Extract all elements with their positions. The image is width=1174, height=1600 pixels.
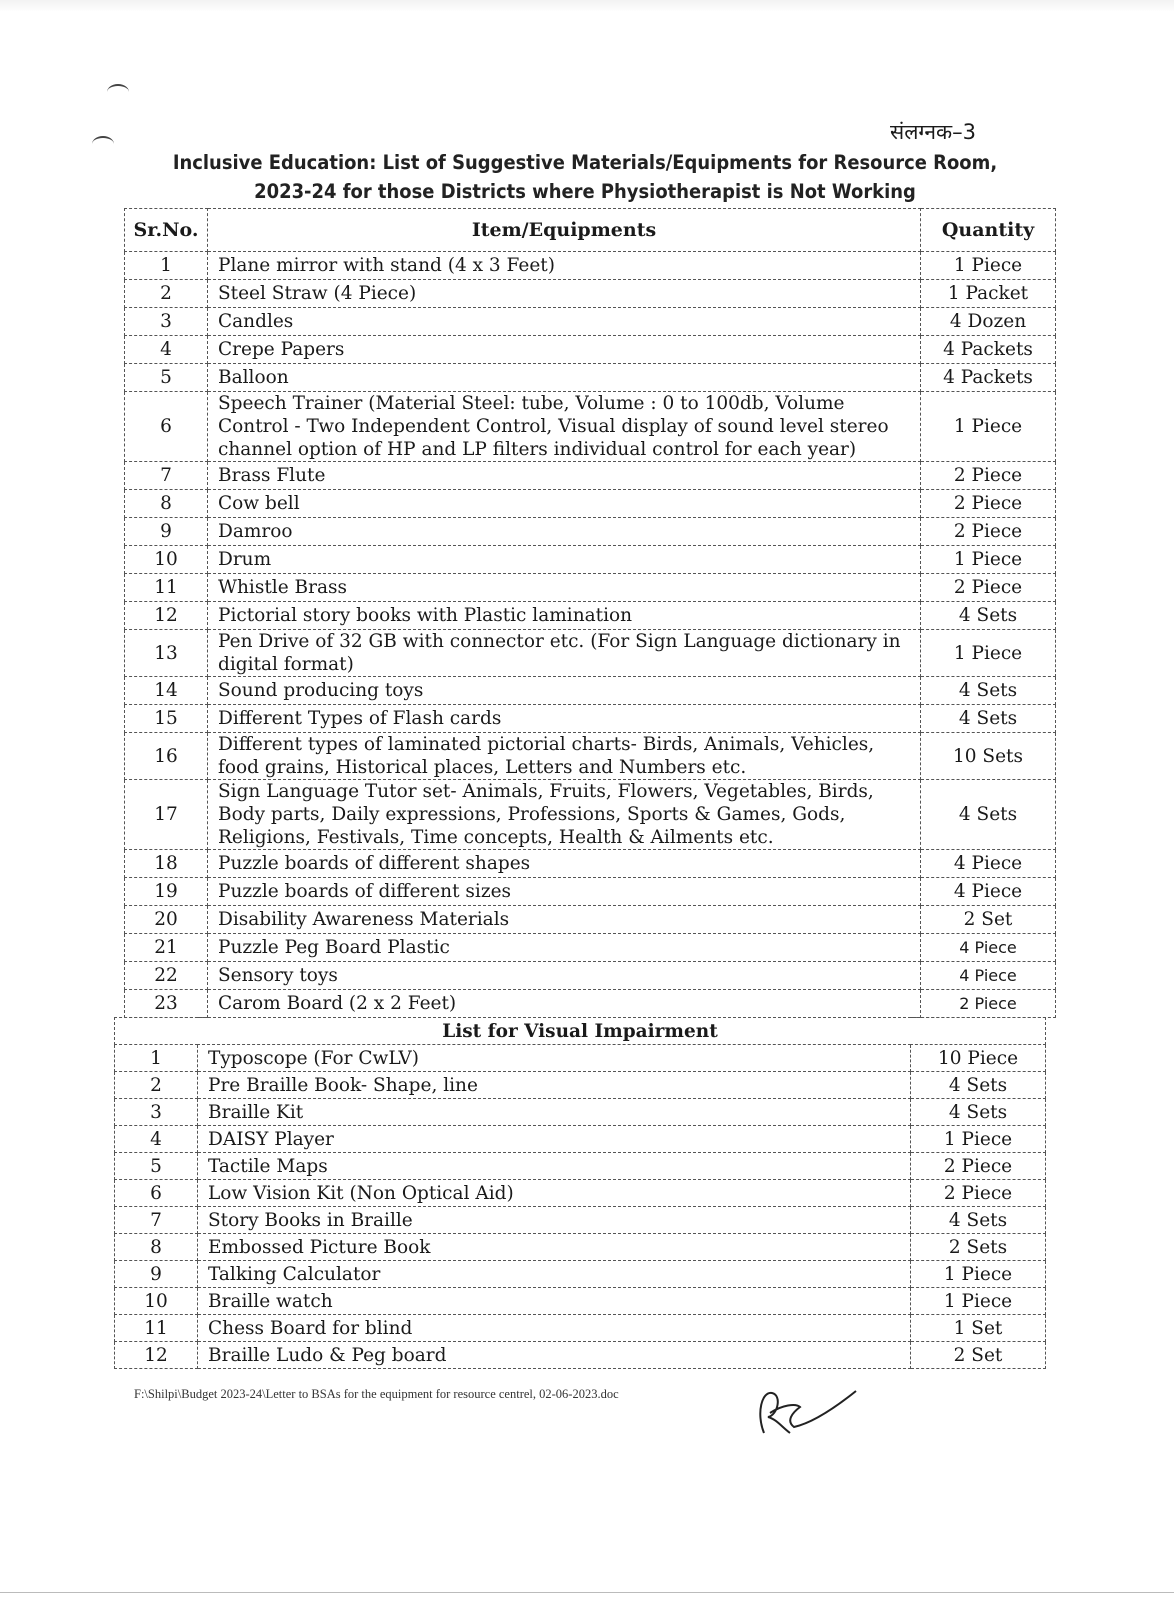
table-row (115, 1207, 1046, 1234)
row-sr-no: 14 (125, 677, 208, 705)
row-quantity: 2 Piece (911, 1180, 1046, 1207)
table-row (125, 462, 1056, 490)
table-row (115, 1099, 1046, 1126)
equipment-table (124, 208, 1056, 1018)
row-sr-no: 4 (115, 1126, 198, 1153)
row-item: Speech Trainer (Material Steel: tube, Volume : 0 to 100db, Volume Control - Two Independent Control, Visual display of sound level stereo channel option of HP and LP filters individual control for each year) (208, 392, 921, 462)
section-heading: List for Visual Impairment (115, 1018, 1046, 1045)
row-quantity: 1 Set (911, 1315, 1046, 1342)
row-sr-no: 6 (125, 392, 208, 462)
table-row (125, 280, 1056, 308)
table-row (115, 1261, 1046, 1288)
row-item: Brass Flute (208, 462, 921, 490)
visual-impairment-table-body (115, 1018, 1046, 1369)
row-sr-no: 19 (125, 878, 208, 906)
row-quantity: 1 Piece (911, 1261, 1046, 1288)
row-item: Puzzle Peg Board Plastic (208, 934, 921, 962)
row-item: Damroo (208, 518, 921, 546)
row-quantity: 4 Piece (921, 850, 1056, 878)
row-sr-no: 10 (115, 1288, 198, 1315)
table-row (125, 962, 1056, 990)
row-sr-no: 3 (115, 1099, 198, 1126)
row-item: Braille watch (198, 1288, 911, 1315)
table-row (125, 252, 1056, 280)
row-sr-no: 22 (125, 962, 208, 990)
row-quantity: 4 Dozen (921, 308, 1056, 336)
table-row (125, 364, 1056, 392)
row-sr-no: 9 (115, 1261, 198, 1288)
row-item: Balloon (208, 364, 921, 392)
scan-top-edge (0, 0, 1174, 12)
row-sr-no: 18 (125, 850, 208, 878)
row-sr-no: 5 (115, 1153, 198, 1180)
row-sr-no: 21 (125, 934, 208, 962)
row-item: Tactile Maps (198, 1153, 911, 1180)
row-item: Pre Braille Book- Shape, line (198, 1072, 911, 1099)
row-sr-no: 16 (125, 733, 208, 780)
equipment-table-body (125, 252, 1056, 1018)
row-item: Talking Calculator (198, 1261, 911, 1288)
scan-bottom-edge (0, 1592, 1174, 1593)
row-quantity: 4 Piece (921, 878, 1056, 906)
row-quantity: 4 Piece (921, 934, 1056, 962)
row-item: Typoscope (For CwLV) (198, 1045, 911, 1072)
row-item: Embossed Picture Book (198, 1234, 911, 1261)
row-quantity: 1 Piece (921, 546, 1056, 574)
row-item: Different Types of Flash cards (208, 705, 921, 733)
row-sr-no: 2 (115, 1072, 198, 1099)
row-sr-no: 9 (125, 518, 208, 546)
signature-icon (752, 1383, 862, 1443)
row-item: Different types of laminated pictorial charts- Birds, Animals, Vehicles, food grains, Historical places, Letters and Numbers etc. (208, 733, 921, 780)
row-item: Drum (208, 546, 921, 574)
row-item: Sound producing toys (208, 677, 921, 705)
title-line-2: 2023-24 for those Districts where Physiotherapist is Not Working (254, 180, 916, 203)
row-quantity: 10 Piece (911, 1045, 1046, 1072)
row-quantity: 2 Piece (921, 574, 1056, 602)
table-row (125, 705, 1056, 733)
row-item: Cow bell (208, 490, 921, 518)
header-quantity: Quantity (921, 209, 1056, 252)
row-sr-no: 1 (115, 1045, 198, 1072)
row-sr-no: 4 (125, 336, 208, 364)
table-row (125, 850, 1056, 878)
row-quantity: 4 Piece (921, 962, 1056, 990)
row-quantity: 4 Packets (921, 336, 1056, 364)
table-row (125, 878, 1056, 906)
row-sr-no: 11 (115, 1315, 198, 1342)
row-sr-no: 17 (125, 780, 208, 850)
row-quantity: 2 Sets (911, 1234, 1046, 1261)
row-sr-no: 23 (125, 990, 208, 1018)
table-row (125, 934, 1056, 962)
row-quantity: 1 Piece (921, 252, 1056, 280)
table-row (115, 1315, 1046, 1342)
row-sr-no: 2 (125, 280, 208, 308)
table-row (125, 677, 1056, 705)
row-sr-no: 12 (115, 1342, 198, 1369)
table-row (125, 733, 1056, 780)
table-row (115, 1045, 1046, 1072)
header-sr-no: Sr.No. (125, 209, 208, 252)
row-sr-no: 15 (125, 705, 208, 733)
footer-file-path: F:\Shilpi\Budget 2023-24\Letter to BSAs for the equipment for resource centrel, 02-06-2023.doc (134, 1387, 619, 1401)
visual-impairment-table (114, 1017, 1046, 1369)
row-sr-no: 8 (125, 490, 208, 518)
row-sr-no: 12 (125, 602, 208, 630)
row-item: Crepe Papers (208, 336, 921, 364)
header-item: Item/Equipments (208, 209, 921, 252)
row-sr-no: 11 (125, 574, 208, 602)
table-header-row (125, 209, 1056, 252)
row-quantity: 10 Sets (921, 733, 1056, 780)
row-quantity: 1 Packet (921, 280, 1056, 308)
row-quantity: 4 Sets (921, 705, 1056, 733)
row-item: Disability Awareness Materials (208, 906, 921, 934)
row-sr-no: 6 (115, 1180, 198, 1207)
punch-hole-mark (107, 84, 129, 100)
row-quantity: 2 Piece (921, 518, 1056, 546)
row-item: DAISY Player (198, 1126, 911, 1153)
row-item: Puzzle boards of different shapes (208, 850, 921, 878)
table-row (115, 1234, 1046, 1261)
row-item: Braille Kit (198, 1099, 911, 1126)
table-row (115, 1180, 1046, 1207)
row-sr-no: 13 (125, 630, 208, 677)
table-row (125, 630, 1056, 677)
table-row (125, 990, 1056, 1018)
row-quantity: 4 Sets (921, 780, 1056, 850)
row-quantity: 4 Sets (911, 1099, 1046, 1126)
row-quantity: 2 Piece (911, 1153, 1046, 1180)
table-row (115, 1342, 1046, 1369)
table-row (115, 1288, 1046, 1315)
annex-label: संलग्नक–3 (890, 120, 976, 144)
table-row (125, 780, 1056, 850)
row-sr-no: 8 (115, 1234, 198, 1261)
row-sr-no: 20 (125, 906, 208, 934)
row-quantity: 2 Set (921, 906, 1056, 934)
row-quantity: 1 Piece (921, 392, 1056, 462)
table-row (125, 546, 1056, 574)
row-item: Braille Ludo & Peg board (198, 1342, 911, 1369)
table-row (125, 518, 1056, 546)
row-item: Plane mirror with stand (4 x 3 Feet) (208, 252, 921, 280)
row-item: Pen Drive of 32 GB with connector etc. (For Sign Language dictionary in digital format) (208, 630, 921, 677)
table-row (115, 1126, 1046, 1153)
row-quantity: 1 Piece (911, 1288, 1046, 1315)
row-sr-no: 7 (115, 1207, 198, 1234)
row-item: Candles (208, 308, 921, 336)
table-row (125, 308, 1056, 336)
row-sr-no: 3 (125, 308, 208, 336)
document-title (166, 148, 1003, 206)
row-item: Story Books in Braille (198, 1207, 911, 1234)
table-row (125, 392, 1056, 462)
table-row (125, 906, 1056, 934)
row-quantity: 2 Set (911, 1342, 1046, 1369)
row-quantity: 1 Piece (921, 630, 1056, 677)
table-row (115, 1153, 1046, 1180)
row-quantity: 4 Sets (921, 677, 1056, 705)
table-row (125, 490, 1056, 518)
row-quantity: 2 Piece (921, 990, 1056, 1018)
row-item: Pictorial story books with Plastic lamination (208, 602, 921, 630)
row-item: Steel Straw (4 Piece) (208, 280, 921, 308)
row-quantity: 1 Piece (911, 1126, 1046, 1153)
table-row (115, 1072, 1046, 1099)
row-sr-no: 5 (125, 364, 208, 392)
row-sr-no: 1 (125, 252, 208, 280)
row-item: Whistle Brass (208, 574, 921, 602)
row-item: Chess Board for blind (198, 1315, 911, 1342)
row-item: Low Vision Kit (Non Optical Aid) (198, 1180, 911, 1207)
row-quantity: 4 Packets (921, 364, 1056, 392)
row-item: Sensory toys (208, 962, 921, 990)
row-quantity: 4 Sets (911, 1072, 1046, 1099)
row-item: Puzzle boards of different sizes (208, 878, 921, 906)
row-quantity: 2 Piece (921, 490, 1056, 518)
row-sr-no: 7 (125, 462, 208, 490)
row-quantity: 4 Sets (921, 602, 1056, 630)
table-row (125, 574, 1056, 602)
table-row (125, 336, 1056, 364)
title-line-1: Inclusive Education: List of Suggestive Materials/Equipments for Resource Room, (172, 151, 998, 174)
row-sr-no: 10 (125, 546, 208, 574)
punch-hole-mark (92, 136, 114, 152)
table-row (125, 602, 1056, 630)
row-item: Sign Language Tutor set- Animals, Fruits, Flowers, Vegetables, Birds, Body parts, Daily expressions, Professions, Sports & Games, Gods, Religions, Festivals, Time concepts, Health & Ailments etc. (208, 780, 921, 850)
row-item: Carom Board (2 x 2 Feet) (208, 990, 921, 1018)
row-quantity: 2 Piece (921, 462, 1056, 490)
section-heading-row (115, 1018, 1046, 1045)
row-quantity: 4 Sets (911, 1207, 1046, 1234)
